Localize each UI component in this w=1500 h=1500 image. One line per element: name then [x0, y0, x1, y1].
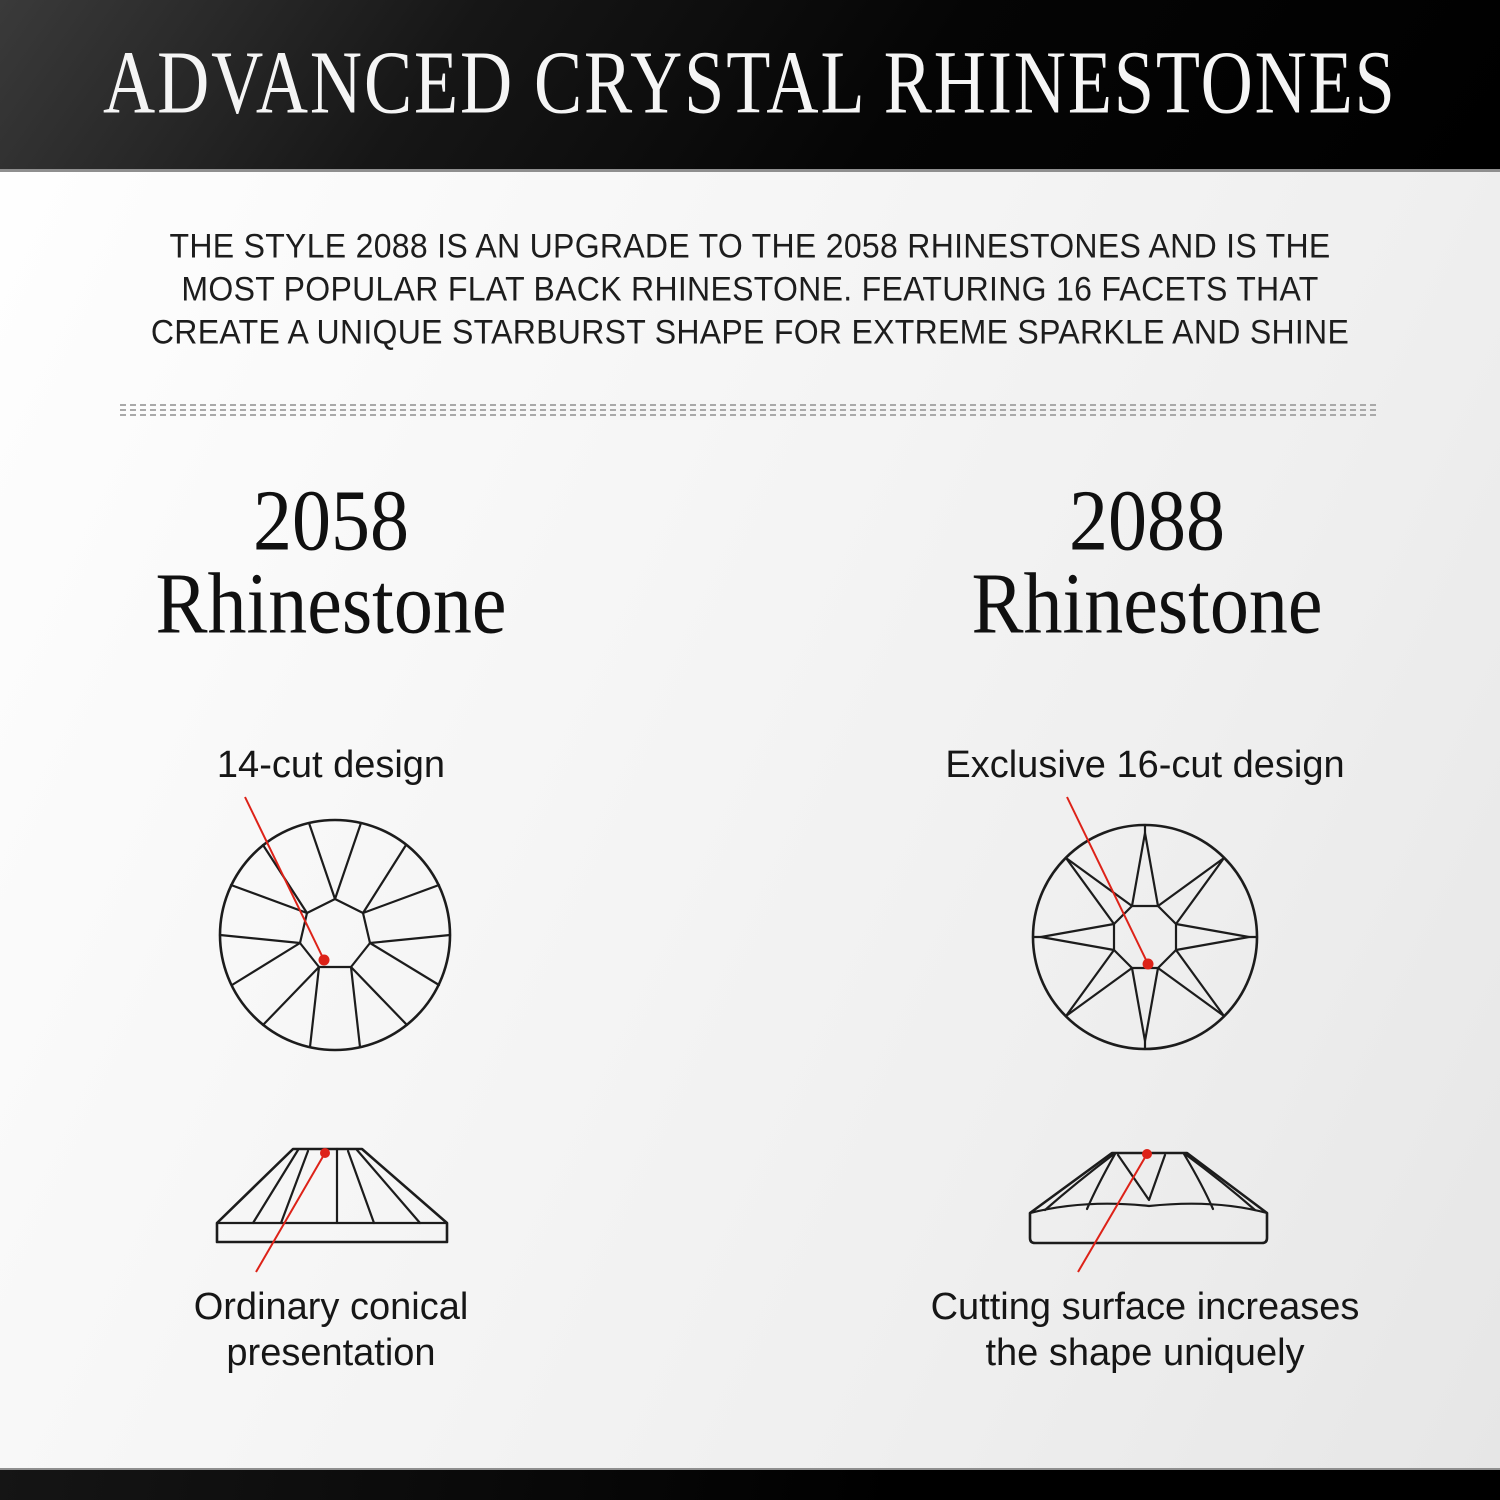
side-profile-diagram-2058: [200, 1130, 470, 1290]
product-name-2088: Rhinestone: [971, 553, 1323, 652]
profile-label-2088-line-1: Cutting surface increases: [930, 1286, 1360, 1328]
header-banner: [0, 0, 1500, 172]
footer-banner: [0, 1468, 1500, 1500]
cut-design-label-2058: 14-cut design: [216, 744, 446, 786]
product-heading-2058: [111, 471, 551, 652]
top-view-diagram-2058-14cut: [205, 785, 475, 1075]
intro-line-1: THE STYLE 2088 IS AN UPGRADE TO THE 2058 RHINESTONES AND IS THE: [169, 226, 1331, 265]
intro-line-3: CREATE A UNIQUE STARBURST SHAPE FOR EXTREME SPARKLE AND SHINE: [150, 312, 1350, 352]
profile-label-2058-line-2: presentation: [226, 1332, 436, 1374]
intro-line-2: MOST POPULAR FLAT BACK RHINESTONE. FEATURING 16 FACETS THAT: [181, 269, 1319, 308]
product-code-2088: 2088: [1069, 471, 1225, 569]
page-title: ADVANCED CRYSTAL RHINESTONES: [103, 33, 1397, 133]
profile-label-2058: [111, 1284, 551, 1376]
product-name-2058: Rhinestone: [155, 553, 507, 652]
profile-label-2088-line-2: the shape uniquely: [985, 1332, 1305, 1374]
intro-paragraph: [129, 224, 1371, 353]
annotation-dot-2058-top: [319, 955, 330, 966]
annotation-dot-2088-top: [1143, 959, 1154, 970]
profile-label-2088: [915, 1284, 1375, 1376]
product-heading-2088: [927, 471, 1367, 652]
dotted-divider: [120, 404, 1376, 419]
annotation-line-2058-profile: [256, 1153, 325, 1272]
product-code-2058: 2058: [253, 471, 409, 569]
side-profile-diagram-2088: [1015, 1130, 1285, 1290]
annotation-dot-2058-profile: [320, 1148, 330, 1158]
profile-label-2058-line-1: Ordinary conical: [193, 1286, 469, 1328]
top-view-diagram-2088-16cut: [1020, 785, 1290, 1075]
annotation-dot-2088-profile: [1142, 1149, 1152, 1159]
cut-design-label-2088: Exclusive 16-cut design: [945, 744, 1345, 786]
